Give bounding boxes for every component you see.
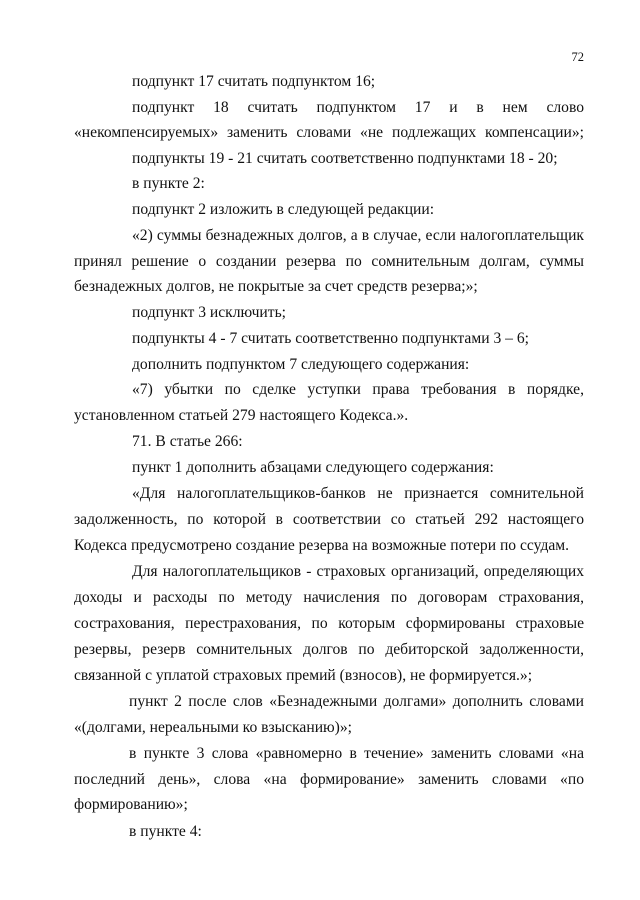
text-line: последний день», слова «на формирование» заменить словами «по xyxy=(74,771,584,788)
text-line: задолженность, по которой в соответствии со статьей 292 настоящего xyxy=(74,511,584,528)
text-line: дополнить подпунктом 7 следующего содержания: xyxy=(132,356,470,373)
text-line: резервы, резерв сомнительных долгов по дебиторской задолженности, xyxy=(74,641,584,658)
text-line: принял решение о создании резерва по сомнительным долгам, суммы xyxy=(74,253,584,270)
text-line: сострахования, перестрахования, по которым сформированы страховые xyxy=(74,615,584,632)
text-line: 71. В статье 266: xyxy=(132,433,243,450)
text-line: подпункт 18 считать подпунктом 17 и в нем слово xyxy=(132,99,584,116)
text-line: «2) суммы безнадежных долгов, а в случае, если налогоплательщик xyxy=(132,227,584,244)
text-line: подпункты 4 - 7 считать соответственно подпунктами 3 – 6; xyxy=(132,330,529,347)
text-line: безнадежных долгов, не покрытые за счет средств резерва;»; xyxy=(74,278,478,295)
text-line: подпункты 19 - 21 считать соответственно подпунктами 18 - 20; xyxy=(132,150,558,167)
text-line: пункт 2 после слов «Безнадежными долгами» дополнить словами xyxy=(129,693,584,710)
text-line: в пункте 4: xyxy=(129,823,202,840)
text-line: связанной с уплатой страховых премий (взносов), не формируется.»; xyxy=(74,667,533,684)
text-line: «7) убытки по сделке уступки права требования в порядке, xyxy=(132,381,584,398)
text-line: подпункт 3 исключить; xyxy=(132,304,287,321)
text-line: Кодекса предусмотрено создание резерва на возможные потери по ссудам. xyxy=(74,537,570,554)
text-line: доходы и расходы по методу начисления по договорам страхования, xyxy=(74,589,584,606)
text-line: подпункт 17 считать подпунктом 16; xyxy=(132,73,376,90)
text-line: «некомпенсируемых» заменить словами «не подлежащих компенсации»; xyxy=(74,124,584,141)
text-line: «Для налогоплательщиков-банков не признается сомнительной xyxy=(132,485,584,502)
text-line: в пункте 3 слова «равномерно в течение» заменить словами «на xyxy=(129,745,584,762)
text-line: установленном статьей 279 настоящего Кодекса.». xyxy=(74,407,409,424)
text-line: формированию»; xyxy=(74,796,188,813)
text-line: Для налогоплательщиков - страховых организаций, определяющих xyxy=(132,563,584,580)
text-line: подпункт 2 изложить в следующей редакции: xyxy=(132,201,435,218)
text-line: пункт 1 дополнить абзацами следующего содержания: xyxy=(132,459,494,476)
text-line: «(долгами, нереальными ко взысканию)»; xyxy=(74,719,353,736)
page-number: 72 xyxy=(571,50,584,64)
text-line: в пункте 2: xyxy=(132,175,205,192)
